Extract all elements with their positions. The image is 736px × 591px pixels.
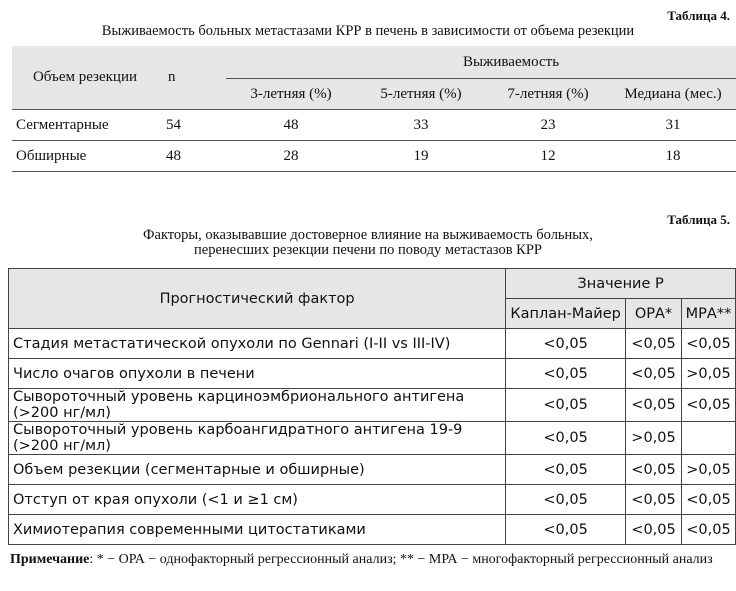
table-row <box>9 455 736 485</box>
table5-label: Таблица 5. <box>667 212 730 227</box>
table4-label: Таблица 4. <box>667 8 730 23</box>
survival-table <box>12 46 736 172</box>
km-cell: <0,05 <box>506 389 626 422</box>
cell-median: 18 <box>665 147 681 164</box>
opa-cell: <0,05 <box>626 359 682 389</box>
mpa-cell: <0,05 <box>682 485 736 515</box>
table-row <box>9 389 736 422</box>
table-row <box>12 141 736 172</box>
factor-cell: Сывороточный уровень карбоангидратного антигена 19-9 (>200 нг/мл) <box>9 422 506 455</box>
km-cell: <0,05 <box>506 515 626 545</box>
km-cell: <0,05 <box>506 359 626 389</box>
factor-cell: Сывороточный уровень карциноэмбрионального антигена (>200 нг/мл) <box>9 389 506 422</box>
table5-caption-line2: перенесших резекции печени по поводу метастазов КРР <box>194 242 542 258</box>
factor-cell: Число очагов опухоли в печени <box>9 359 506 389</box>
cell-3yr: 48 <box>283 116 299 133</box>
mpa-cell <box>682 422 736 455</box>
table-row <box>9 329 736 359</box>
cell-n: 54 <box>166 116 181 133</box>
row-name: Обширные <box>16 147 87 164</box>
prognostic-factors-table <box>8 268 736 545</box>
table-row <box>9 515 736 545</box>
cell-7yr: 12 <box>540 147 556 164</box>
factor-cell: Химиотерапия современными цитостатиками <box>9 515 506 545</box>
table5-caption-line1: Факторы, оказывавшие достоверное влияние на выживаемость больных, <box>143 227 593 243</box>
header-km: Каплан-Майер <box>506 299 626 329</box>
km-cell: <0,05 <box>506 422 626 455</box>
mpa-cell: >0,05 <box>682 455 736 485</box>
mpa-cell: >0,05 <box>682 359 736 389</box>
header-3yr: 3-летняя (%) <box>226 79 356 110</box>
header-5yr: 5-летняя (%) <box>356 79 486 110</box>
table-row <box>12 110 736 141</box>
footnote-text: : * − ОРА − однофакторный регрессионный анализ; ** − МРА − многофакторный регрессионный анализ <box>89 552 713 567</box>
opa-cell: <0,05 <box>626 455 682 485</box>
header-survival: Выживаемость <box>462 53 560 70</box>
opa-cell: <0,05 <box>626 329 682 359</box>
header-mpa: МРА** <box>682 299 736 329</box>
opa-cell: <0,05 <box>626 389 682 422</box>
table-row <box>9 422 736 455</box>
factor-cell: Объем резекции (сегментарные и обширные) <box>9 455 506 485</box>
mpa-cell: <0,05 <box>682 389 736 422</box>
km-cell: <0,05 <box>506 455 626 485</box>
header-factor: Прогностический фактор <box>9 269 506 329</box>
table-row <box>9 359 736 389</box>
header-pvalue: Значение Р <box>506 269 736 299</box>
footnote-label: Примечание <box>10 552 90 567</box>
cell-3yr: 28 <box>283 147 299 164</box>
header-volume: Объем резекции <box>12 46 158 110</box>
header-median: Медиана (мес.) <box>610 79 736 110</box>
row-name: Сегментарные <box>16 116 109 133</box>
header-opa: ОРА* <box>626 299 682 329</box>
km-cell: <0,05 <box>506 329 626 359</box>
footnote <box>10 552 734 568</box>
mpa-cell: <0,05 <box>682 515 736 545</box>
cell-median: 31 <box>665 116 681 133</box>
km-cell: <0,05 <box>506 485 626 515</box>
cell-5yr: 19 <box>413 147 429 164</box>
opa-cell: <0,05 <box>626 515 682 545</box>
opa-cell: >0,05 <box>626 422 682 455</box>
table-row <box>9 485 736 515</box>
cell-5yr: 33 <box>413 116 429 133</box>
mpa-cell: <0,05 <box>682 329 736 359</box>
factor-cell: Стадия метастатической опухоли по Gennari (I-II vs III-IV) <box>9 329 506 359</box>
cell-n: 48 <box>166 147 181 164</box>
opa-cell: <0,05 <box>626 485 682 515</box>
cell-7yr: 23 <box>540 116 556 133</box>
table4-caption: Выживаемость больных метастазами КРР в печень в зависимости от объема резекции <box>101 23 635 39</box>
header-n: n <box>158 46 226 110</box>
factor-cell: Отступ от края опухоли (<1 и ≥1 см) <box>9 485 506 515</box>
header-7yr: 7-летняя (%) <box>486 79 610 110</box>
